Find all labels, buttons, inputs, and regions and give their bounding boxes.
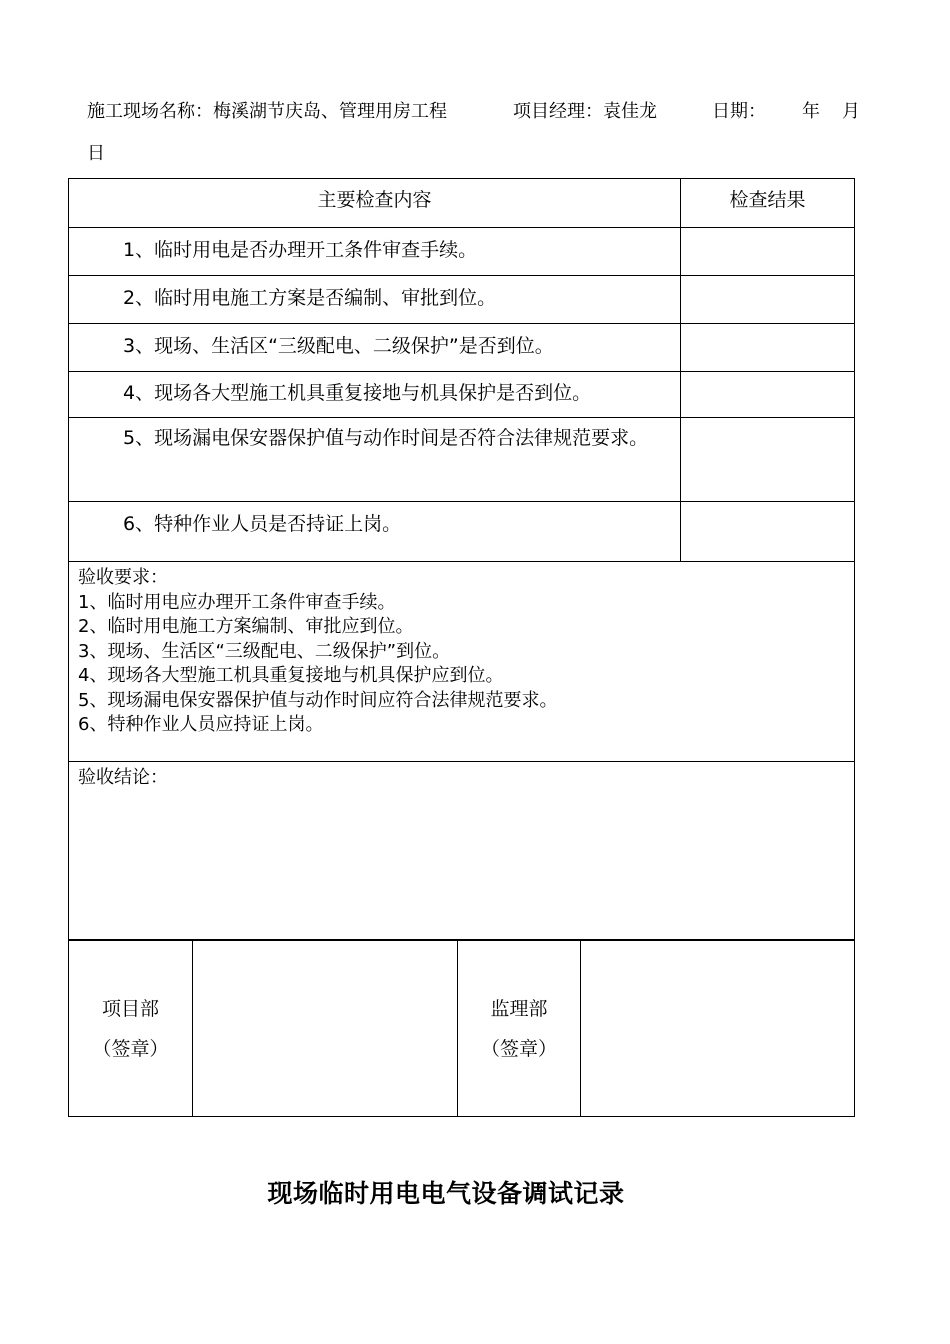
table-row xyxy=(69,324,855,372)
date-month: 月 xyxy=(842,101,860,122)
table-row xyxy=(69,502,855,562)
project-dept-label xyxy=(69,941,193,1117)
requirements-title: 验收要求： xyxy=(78,567,168,588)
project-dept-name: 项目部 xyxy=(101,997,159,1020)
check-item-3: 3、现场、生活区“三级配电、二级保护”是否到位。 xyxy=(69,324,681,372)
requirement-item: 1、临时用电应办理开工条件审查手续。 xyxy=(78,591,396,613)
result-cell-4[interactable] xyxy=(681,372,855,418)
acceptance-conclusion[interactable] xyxy=(69,762,855,940)
table-row xyxy=(69,276,855,324)
check-item-2: 2、临时用电施工方案是否编制、审批到位。 xyxy=(69,276,681,324)
supervision-dept-name: 监理部 xyxy=(490,997,548,1020)
result-cell-2[interactable] xyxy=(681,276,855,324)
supervision-dept-label xyxy=(458,941,581,1117)
table-row xyxy=(69,228,855,276)
requirement-item: 5、现场漏电保安器保护值与动作时间应符合法律规范要求。 xyxy=(78,689,558,711)
inspection-table xyxy=(68,178,855,940)
acceptance-requirements xyxy=(69,562,855,762)
date-label: 日期： xyxy=(712,101,766,122)
check-item-6: 6、特种作业人员是否持证上岗。 xyxy=(69,502,681,562)
result-cell-1[interactable] xyxy=(681,228,855,276)
project-dept-seal: （签章） xyxy=(92,1037,169,1060)
requirement-item: 4、现场各大型施工机具重复接地与机具保护应到位。 xyxy=(78,665,504,686)
check-item-1: 1、临时用电是否办理开工条件审查手续。 xyxy=(69,228,681,276)
supervision-dept-seal: （签章） xyxy=(480,1037,557,1060)
supervision-dept-signature-area[interactable] xyxy=(581,941,855,1117)
result-cell-5[interactable] xyxy=(681,418,855,502)
project-manager: 项目经理：袁佳龙 xyxy=(513,101,657,122)
result-cell-3[interactable] xyxy=(681,324,855,372)
requirement-item: 2、临时用电施工方案编制、审批应到位。 xyxy=(78,616,414,637)
column-header-content: 主要检查内容 xyxy=(69,179,681,228)
signature-table xyxy=(68,940,855,1117)
requirement-item: 3、现场、生活区“三级配电、二级保护”到位。 xyxy=(78,640,451,662)
column-header-result: 检查结果 xyxy=(681,179,855,228)
site-name: 施工现场名称：梅溪湖节庆岛、管理用房工程 xyxy=(87,101,447,122)
project-dept-signature-area[interactable] xyxy=(193,941,458,1117)
check-item-5: 5、现场漏电保安器保护值与动作时间是否符合法律规范要求。 xyxy=(69,418,681,502)
result-cell-6[interactable] xyxy=(681,502,855,562)
date-year: 年 xyxy=(802,101,820,122)
conclusion-title: 验收结论： xyxy=(78,767,168,788)
requirement-item: 6、特种作业人员应持证上岗。 xyxy=(78,714,324,735)
table-row xyxy=(69,372,855,418)
next-section-title: 现场临时用电电气设备调试记录 xyxy=(267,1179,625,1208)
date-day: 日 xyxy=(87,143,105,164)
table-row xyxy=(69,418,855,502)
check-item-4: 4、现场各大型施工机具重复接地与机具保护是否到位。 xyxy=(69,372,681,418)
